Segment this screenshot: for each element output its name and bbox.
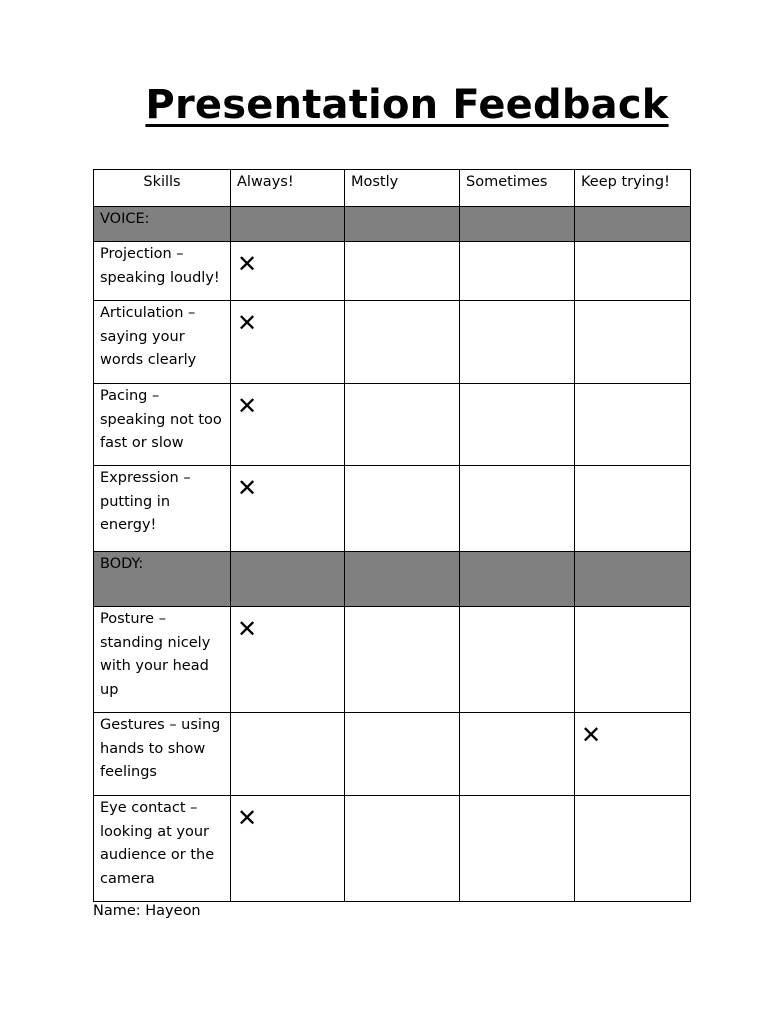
x-mark-icon: ✕ (237, 250, 258, 278)
rating-cell-mostly[interactable] (345, 713, 460, 796)
skill-cell: Projection – speaking loudly! (94, 242, 231, 301)
rating-cell-mostly[interactable] (345, 796, 460, 902)
feedback-table (93, 169, 691, 902)
rating-cell-mostly[interactable] (345, 242, 460, 301)
x-mark-icon: ✕ (237, 474, 258, 502)
rating-cell-keep-trying[interactable] (575, 301, 691, 384)
section-cell (231, 552, 345, 607)
rating-cell-keep-trying[interactable] (575, 607, 691, 713)
header-always: Always! (231, 170, 345, 207)
section-row-body (94, 552, 691, 607)
section-cell (345, 552, 460, 607)
section-label-voice: VOICE: (94, 207, 231, 242)
table-row (94, 301, 691, 384)
rating-cell-sometimes[interactable] (460, 796, 575, 902)
table-row (94, 607, 691, 713)
rating-cell-always[interactable] (231, 607, 345, 713)
section-row-voice (94, 207, 691, 242)
rating-cell-mostly[interactable] (345, 384, 460, 466)
header-mostly: Mostly (345, 170, 460, 207)
x-mark-icon: ✕ (237, 615, 258, 643)
rating-cell-sometimes[interactable] (460, 384, 575, 466)
x-mark-icon: ✕ (581, 721, 602, 749)
rating-cell-mostly[interactable] (345, 607, 460, 713)
rating-cell-always[interactable] (231, 796, 345, 902)
rating-cell-sometimes[interactable] (460, 713, 575, 796)
header-sometimes: Sometimes (460, 170, 575, 207)
rating-cell-sometimes[interactable] (460, 301, 575, 384)
x-mark-icon: ✕ (237, 309, 258, 337)
header-skills: Skills (94, 170, 231, 207)
rating-cell-always[interactable] (231, 713, 345, 796)
section-cell (345, 207, 460, 242)
page-title-text: Presentation Feedback (145, 82, 669, 128)
rating-cell-keep-trying[interactable] (575, 466, 691, 552)
table-row (94, 796, 691, 902)
rating-cell-keep-trying[interactable] (575, 242, 691, 301)
skill-cell: Eye contact – looking at your audience or the camera (94, 796, 231, 902)
rating-cell-mostly[interactable] (345, 466, 460, 552)
rating-cell-keep-trying[interactable] (575, 713, 691, 796)
table-row (94, 466, 691, 552)
section-cell (575, 552, 691, 607)
page-title (0, 78, 768, 132)
rating-cell-keep-trying[interactable] (575, 384, 691, 466)
section-cell (231, 207, 345, 242)
table-row (94, 384, 691, 466)
skill-cell: Articulation – saying your words clearly (94, 301, 231, 384)
x-mark-icon: ✕ (237, 804, 258, 832)
skill-cell: Expression – putting in energy! (94, 466, 231, 552)
rating-cell-sometimes[interactable] (460, 242, 575, 301)
rating-cell-sometimes[interactable] (460, 607, 575, 713)
section-cell (575, 207, 691, 242)
table-row (94, 242, 691, 301)
skill-cell: Posture – standing nicely with your head up (94, 607, 231, 713)
x-mark-icon: ✕ (237, 392, 258, 420)
header-row (94, 170, 691, 207)
table-row (94, 713, 691, 796)
header-keep-trying: Keep trying! (575, 170, 691, 207)
section-cell (460, 207, 575, 242)
skill-cell: Pacing – speaking not too fast or slow (94, 384, 231, 466)
rating-cell-mostly[interactable] (345, 301, 460, 384)
section-label-body: BODY: (94, 552, 231, 607)
rating-cell-always[interactable] (231, 242, 345, 301)
section-cell (460, 552, 575, 607)
rating-cell-keep-trying[interactable] (575, 796, 691, 902)
student-name: Name: Hayeon (93, 903, 201, 919)
skill-cell: Gestures – using hands to show feelings (94, 713, 231, 796)
rating-cell-always[interactable] (231, 301, 345, 384)
rating-cell-always[interactable] (231, 384, 345, 466)
rating-cell-always[interactable] (231, 466, 345, 552)
rating-cell-sometimes[interactable] (460, 466, 575, 552)
